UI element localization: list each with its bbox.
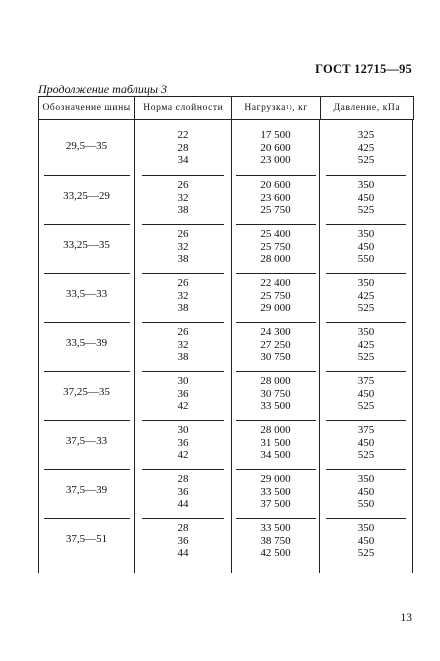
cell-designation bbox=[39, 218, 135, 267]
pressure-value: 525 bbox=[357, 400, 375, 412]
tire-designation: 37,25—35 bbox=[63, 385, 110, 398]
cell-ply bbox=[135, 316, 232, 365]
ply-value: 28 bbox=[177, 141, 189, 154]
pressure-value: 450 bbox=[357, 534, 375, 547]
cell-pressure bbox=[320, 316, 413, 365]
cell-load bbox=[232, 218, 320, 267]
pressure-value: 450 bbox=[357, 191, 375, 204]
cell-ply bbox=[135, 267, 232, 316]
pressure-value: 450 bbox=[357, 240, 375, 253]
load-value: 33 500 bbox=[260, 522, 291, 534]
pressure-value: 525 bbox=[357, 351, 375, 363]
pressure-value: 525 bbox=[357, 449, 375, 461]
ply-value: 36 bbox=[177, 436, 189, 449]
ply-value: 26 bbox=[177, 179, 189, 191]
pressure-value: 350 bbox=[357, 277, 375, 289]
cell-ply bbox=[135, 169, 232, 218]
cell-load bbox=[232, 365, 320, 414]
ply-value: 38 bbox=[177, 351, 189, 363]
load-value: 20 600 bbox=[260, 141, 291, 154]
ply-value: 32 bbox=[177, 338, 189, 351]
load-value: 28 000 bbox=[260, 375, 291, 387]
tire-designation: 33,5—33 bbox=[65, 287, 108, 300]
load-value: 23 000 bbox=[260, 154, 291, 166]
tire-designation: 33,5—39 bbox=[65, 336, 108, 349]
load-value: 25 750 bbox=[260, 204, 291, 216]
table-row bbox=[39, 365, 414, 414]
cell-designation bbox=[39, 120, 135, 169]
cell-load bbox=[232, 169, 320, 218]
tire-designation: 37,5—51 bbox=[65, 532, 108, 545]
tire-designation: 33,25—29 bbox=[63, 189, 110, 202]
ply-value: 32 bbox=[177, 289, 189, 302]
load-value: 29 000 bbox=[260, 473, 291, 485]
pressure-value: 350 bbox=[357, 522, 375, 534]
cell-load bbox=[232, 120, 320, 169]
table-row bbox=[39, 218, 414, 267]
tire-designation: 29,5—35 bbox=[65, 140, 108, 153]
ply-value: 36 bbox=[177, 534, 189, 547]
ply-value: 26 bbox=[177, 228, 189, 240]
pressure-value: 525 bbox=[357, 547, 375, 559]
load-value: 37 500 bbox=[260, 498, 291, 510]
ply-value: 28 bbox=[177, 522, 189, 534]
pressure-value: 550 bbox=[357, 498, 375, 510]
load-value: 38 750 bbox=[260, 534, 291, 547]
pressure-value: 350 bbox=[357, 326, 375, 338]
ply-value: 36 bbox=[177, 387, 189, 400]
load-value: 33 500 bbox=[260, 400, 291, 412]
load-value: 33 500 bbox=[260, 485, 291, 498]
cell-pressure bbox=[320, 512, 413, 561]
ply-value: 28 bbox=[177, 473, 189, 485]
pressure-value: 450 bbox=[357, 485, 375, 498]
table-row bbox=[39, 463, 414, 512]
pressure-value: 375 bbox=[357, 424, 375, 436]
pressure-value: 450 bbox=[357, 436, 375, 449]
cell-pressure bbox=[320, 169, 413, 218]
load-value: 34 500 bbox=[260, 449, 291, 461]
cell-designation bbox=[39, 316, 135, 365]
pressure-value: 550 bbox=[357, 253, 375, 265]
header-load bbox=[232, 97, 320, 119]
load-value: 31 500 bbox=[260, 436, 291, 449]
cell-ply bbox=[135, 414, 232, 463]
pressure-value: 350 bbox=[357, 228, 375, 240]
pressure-value: 425 bbox=[357, 338, 375, 351]
load-value: 24 300 bbox=[260, 326, 291, 338]
load-value: 20 600 bbox=[260, 179, 291, 191]
header-designation: Обозначение шины bbox=[39, 97, 135, 119]
table-row bbox=[39, 414, 414, 463]
header-load-footnote: 1) bbox=[285, 105, 293, 111]
load-value: 42 500 bbox=[260, 547, 291, 559]
cell-ply bbox=[135, 512, 232, 561]
load-value: 23 600 bbox=[260, 191, 291, 204]
table-row bbox=[39, 316, 414, 365]
load-value: 25 750 bbox=[260, 289, 291, 302]
load-value: 30 750 bbox=[260, 351, 291, 363]
cell-designation bbox=[39, 512, 135, 561]
ply-value: 42 bbox=[177, 400, 189, 412]
load-value: 17 500 bbox=[260, 129, 291, 141]
cell-ply bbox=[135, 120, 232, 169]
cell-pressure bbox=[320, 267, 413, 316]
table-row bbox=[39, 267, 414, 316]
ply-value: 34 bbox=[177, 154, 189, 166]
ply-value: 26 bbox=[177, 277, 189, 289]
load-value: 29 000 bbox=[260, 302, 291, 314]
cell-pressure bbox=[320, 365, 413, 414]
table-row bbox=[39, 512, 414, 561]
ply-value: 38 bbox=[177, 204, 189, 216]
cell-ply bbox=[135, 218, 232, 267]
tire-designation: 37,5—39 bbox=[65, 483, 108, 496]
cell-load bbox=[232, 463, 320, 512]
ply-value: 30 bbox=[177, 424, 189, 436]
header-load-unit: , кг bbox=[292, 103, 308, 113]
ply-value: 38 bbox=[177, 253, 189, 265]
pressure-value: 325 bbox=[357, 129, 375, 141]
ply-value: 38 bbox=[177, 302, 189, 314]
pressure-value: 350 bbox=[357, 179, 375, 191]
document-standard-code: ГОСТ 12715—95 bbox=[315, 62, 412, 76]
load-value: 25 400 bbox=[260, 228, 291, 240]
cell-pressure bbox=[320, 120, 413, 169]
header-ply-rating: Норма слойности bbox=[135, 97, 232, 119]
load-value: 27 250 bbox=[260, 338, 291, 351]
page-number: 13 bbox=[400, 612, 412, 624]
pressure-value: 425 bbox=[357, 141, 375, 154]
table-tail bbox=[39, 561, 414, 573]
cell-designation bbox=[39, 463, 135, 512]
load-value: 22 400 bbox=[260, 277, 291, 289]
pressure-value: 350 bbox=[357, 473, 375, 485]
ply-value: 36 bbox=[177, 485, 189, 498]
tire-designation: 37,5—33 bbox=[65, 434, 108, 447]
cell-designation bbox=[39, 414, 135, 463]
header-pressure: Давление, кПа bbox=[321, 97, 414, 119]
table-row bbox=[39, 120, 414, 169]
load-value: 28 000 bbox=[260, 424, 291, 436]
cell-load bbox=[232, 512, 320, 561]
cell-load bbox=[232, 414, 320, 463]
header-load-label: Нагрузка bbox=[244, 103, 286, 113]
tire-designation: 33,25—35 bbox=[63, 238, 110, 251]
cell-designation bbox=[39, 365, 135, 414]
pressure-value: 525 bbox=[357, 154, 375, 166]
ply-value: 32 bbox=[177, 191, 189, 204]
cell-load bbox=[232, 267, 320, 316]
table-header bbox=[39, 97, 414, 120]
load-value: 25 750 bbox=[260, 240, 291, 253]
pressure-value: 450 bbox=[357, 387, 375, 400]
ply-value: 42 bbox=[177, 449, 189, 461]
load-value: 28 000 bbox=[260, 253, 291, 265]
table-row bbox=[39, 169, 414, 218]
pressure-value: 525 bbox=[357, 204, 375, 216]
ply-value: 32 bbox=[177, 240, 189, 253]
cell-ply bbox=[135, 463, 232, 512]
cell-pressure bbox=[320, 218, 413, 267]
table-caption: Продолжение таблицы 3 bbox=[38, 82, 168, 96]
ply-value: 22 bbox=[177, 129, 189, 141]
tire-table bbox=[38, 96, 414, 573]
pressure-value: 425 bbox=[357, 289, 375, 302]
ply-value: 44 bbox=[177, 547, 189, 559]
table-body bbox=[39, 120, 414, 561]
ply-value: 26 bbox=[177, 326, 189, 338]
cell-designation bbox=[39, 267, 135, 316]
pressure-value: 375 bbox=[357, 375, 375, 387]
load-value: 30 750 bbox=[260, 387, 291, 400]
ply-value: 44 bbox=[177, 498, 189, 510]
cell-load bbox=[232, 316, 320, 365]
pressure-value: 525 bbox=[357, 302, 375, 314]
cell-designation bbox=[39, 169, 135, 218]
cell-pressure bbox=[320, 414, 413, 463]
cell-pressure bbox=[320, 463, 413, 512]
cell-ply bbox=[135, 365, 232, 414]
ply-value: 30 bbox=[177, 375, 189, 387]
